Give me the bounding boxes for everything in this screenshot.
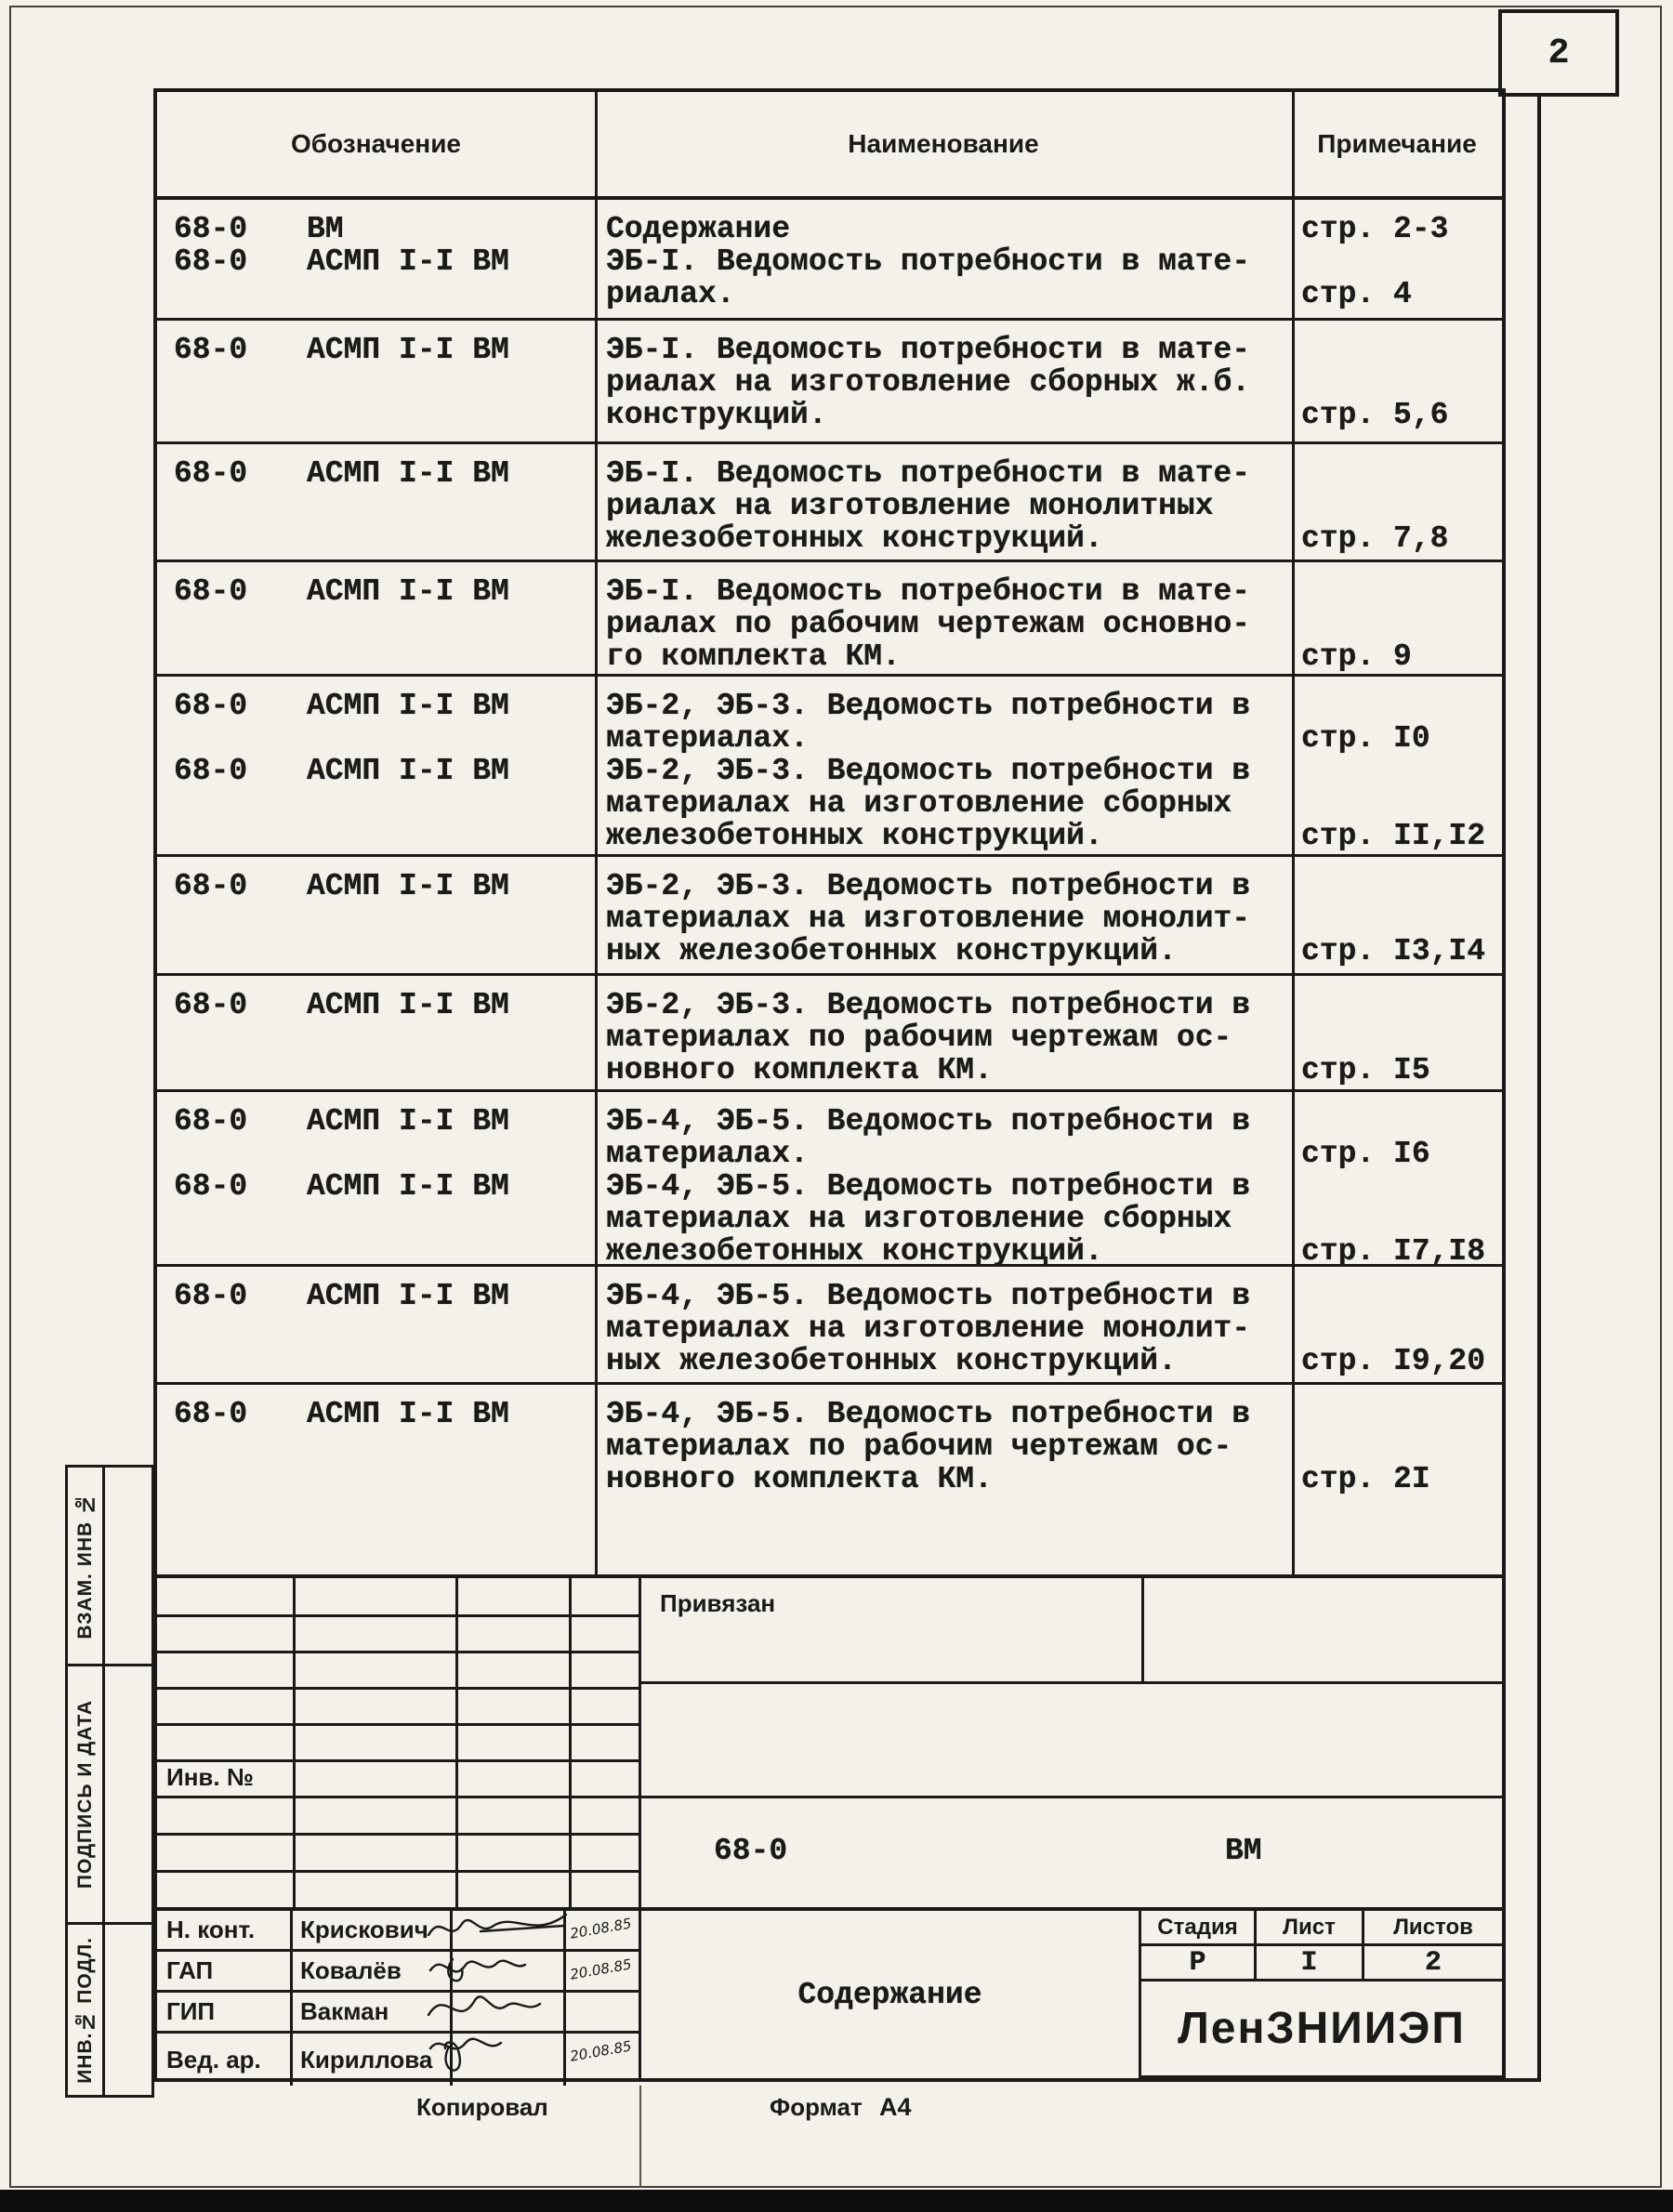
document-title: Содержание: [797, 1977, 982, 2012]
note-page: стр. I3,I4: [1301, 934, 1486, 968]
name-line: материалах на изготовление монолит-: [606, 1311, 1251, 1346]
signature-date: 20.08.85: [568, 1955, 633, 1983]
binding-box: [641, 1578, 1506, 1684]
note-page: стр. 5,6: [1301, 398, 1449, 432]
signer-role: Н. конт.: [157, 1911, 293, 1949]
designation-cell: [157, 213, 595, 245]
copied-by-label: Копировал: [416, 2093, 548, 2121]
note-page: стр. 2I: [1301, 1462, 1430, 1496]
note-page: стр. I9,20: [1301, 1344, 1486, 1378]
grid-line: [157, 1651, 639, 1653]
toc-entry: [157, 213, 1502, 245]
designation-cell: [157, 1398, 595, 1495]
designation-code: 68-0: [174, 212, 248, 246]
margin-stamp-label: ИНВ.№ ПОДЛ.: [73, 1936, 96, 2084]
name-line: ЭБ-I. Ведомость потребности в мате-: [606, 574, 1251, 609]
signature-date: 20.08.85: [568, 1915, 633, 1942]
note-cell: [1292, 1398, 1502, 1495]
grid-line: [157, 1796, 639, 1798]
designation-doc: АСМП I-I ВМ: [307, 244, 509, 279]
grid-line: [293, 1578, 296, 1907]
name-line: ЭБ-4, ЭБ-5. Ведомость потребности в: [606, 1279, 1251, 1313]
designation-cell: [157, 457, 595, 555]
designation-doc: АСМП I-I ВМ: [307, 869, 509, 903]
designation-doc: АСМП I-I ВМ: [307, 1397, 509, 1431]
name-cell: [595, 870, 1292, 968]
designation-code: 68-0: [174, 456, 248, 491]
frame-right-line: [1537, 97, 1541, 2082]
toc-entry: [157, 1170, 1502, 1268]
note-cell: [1292, 213, 1502, 245]
stage-value: Р: [1141, 1946, 1257, 1982]
note-page: стр. II,I2: [1301, 819, 1486, 853]
document-code: 68-0: [714, 1834, 788, 1868]
toc-row: [157, 677, 1502, 857]
designation-cell: [157, 690, 595, 755]
toc-row: [157, 1267, 1502, 1385]
designation-doc: АСМП I-I ВМ: [307, 1104, 509, 1139]
designation-doc: АСМП I-I ВМ: [307, 988, 509, 1022]
toc-entry: [157, 575, 1502, 673]
name-cell: [595, 1105, 1292, 1170]
name-line: материалах на изготовление сборных: [606, 1202, 1232, 1236]
designation-cell: [157, 1170, 595, 1268]
name-line: новного комплекта КМ.: [606, 1053, 993, 1087]
name-line: ЭБ-2, ЭБ-3. Ведомость потребности в: [606, 689, 1251, 723]
note-cell: [1292, 989, 1502, 1086]
designation-doc: АСМП I-I ВМ: [307, 689, 509, 723]
name-line: материалах по рабочим чертежам ос-: [606, 1429, 1232, 1464]
designation-cell: [157, 870, 595, 968]
designation-doc: АСМП I-I ВМ: [307, 1169, 509, 1204]
signer-role: ГАП: [157, 1952, 293, 1990]
note-cell: [1292, 870, 1502, 968]
toc-row: [157, 200, 1502, 321]
designation-code: 68-0: [174, 333, 248, 367]
margin-stamp-label-cell: [68, 1468, 105, 1664]
designation-cell: [157, 245, 595, 310]
column-divider: [1292, 92, 1295, 1574]
signer-signature-cell: [453, 1993, 566, 2031]
designation-code: 68-0: [174, 754, 248, 788]
signer-name: Вакман: [293, 1993, 453, 2031]
name-line: железобетонных конструкций.: [606, 521, 1103, 556]
margin-stamp: [65, 1465, 154, 2098]
note-page: стр. 9: [1301, 639, 1412, 674]
document-title-cell: [641, 1911, 1141, 2078]
designation-doc: АСМП I-I ВМ: [307, 754, 509, 788]
designation-cell: [157, 989, 595, 1086]
stage-label: Стадия: [1141, 1911, 1257, 1946]
signer-row: [157, 2034, 639, 2086]
document-code-suffix: ВМ: [1225, 1834, 1262, 1868]
signer-signature-cell: [453, 2034, 566, 2086]
binding-label: Привязан: [660, 1589, 776, 1617]
grid-line: [157, 1833, 639, 1836]
note-page: стр. 2-3: [1301, 212, 1449, 246]
toc-row: [157, 857, 1502, 976]
toc-entry: [157, 1105, 1502, 1170]
note-page: стр. I5: [1301, 1053, 1430, 1087]
header-note: Примечание: [1317, 129, 1477, 158]
margin-stamp-label: ВЗАМ. ИНВ №: [73, 1492, 96, 1639]
note-cell: [1292, 690, 1502, 755]
margin-stamp-row: [68, 1666, 151, 1925]
name-line: риалах на изготовление сборных ж.б.: [606, 365, 1251, 400]
name-line: новного комплекта КМ.: [606, 1462, 993, 1496]
toc-entry: [157, 457, 1502, 555]
toc-entry: [157, 1398, 1502, 1495]
designation-doc: ВМ: [307, 212, 344, 246]
name-line: материалах на изготовление сборных: [606, 786, 1232, 821]
name-cell: [595, 213, 1292, 245]
signer-row: [157, 1952, 639, 1993]
name-line: материалах.: [606, 721, 809, 756]
empty-cell: [641, 1684, 1506, 1798]
toc-row: [157, 1092, 1502, 1267]
note-cell: [1292, 457, 1502, 555]
grid-line: [157, 1614, 639, 1617]
sheet-label: Лист: [1257, 1911, 1364, 1946]
note-page: стр. 7,8: [1301, 521, 1449, 556]
name-line: ных железобетонных конструкций.: [606, 1344, 1177, 1378]
header-name: Наименование: [848, 129, 1039, 158]
toc-row: [157, 444, 1502, 562]
grid-line: [569, 1578, 572, 1907]
name-line: риалах на изготовление монолитных: [606, 489, 1214, 523]
margin-stamp-label: ПОДПИСЬ И ДАТА: [73, 1699, 96, 1889]
name-line: го комплекта КМ.: [606, 639, 901, 674]
toc-row: [157, 321, 1502, 444]
note-cell: [1292, 1170, 1502, 1268]
toc-entry: [157, 989, 1502, 1086]
grid-line: [157, 1723, 639, 1726]
name-line: конструкций.: [606, 398, 827, 432]
name-cell: [595, 755, 1292, 852]
name-line: Содержание: [606, 212, 791, 246]
format-value: А4: [879, 2093, 912, 2121]
designation-code: 68-0: [174, 1104, 248, 1139]
toc-entry: [157, 245, 1502, 310]
note-page: стр. I0: [1301, 721, 1430, 756]
name-line: железобетонных конструкций.: [606, 1234, 1103, 1269]
signer-signature-cell: [453, 1911, 566, 1949]
designation-cell: [157, 1280, 595, 1377]
toc-entry: [157, 1280, 1502, 1377]
cell-divider: [1141, 1578, 1144, 1681]
signer-name: Крискович: [293, 1911, 453, 1949]
designation-code: 68-0: [174, 244, 248, 279]
signer-row: [157, 1911, 639, 1952]
stamp-right-grid: [1141, 1911, 1502, 2078]
note-cell: [1292, 334, 1502, 431]
name-line: риалах.: [606, 277, 735, 311]
signature-date: 20.08.85: [568, 2037, 633, 2065]
name-line: ЭБ-4, ЭБ-5. Ведомость потребности в: [606, 1169, 1251, 1204]
signer-signature-cell: [453, 1952, 566, 1990]
note-cell: [1292, 245, 1502, 310]
note-cell: [1292, 1105, 1502, 1170]
signer-role: ГИП: [157, 1993, 293, 2031]
inventory-number-label: Инв. №: [166, 1763, 254, 1791]
column-divider: [595, 92, 598, 1574]
page-number: 2: [1548, 33, 1570, 73]
sheets-label: Листов: [1364, 1911, 1502, 1946]
designation-code: 68-0: [174, 1169, 248, 1204]
name-cell: [595, 1398, 1292, 1495]
toc-entry: [157, 690, 1502, 755]
designation-code: 68-0: [174, 689, 248, 723]
document-designation-row: [641, 1798, 1506, 1907]
name-line: материалах.: [606, 1137, 809, 1171]
header-designation: Обозначение: [290, 129, 462, 158]
scan-edge-strip: [0, 2190, 1673, 2212]
sheets-value: 2: [1364, 1946, 1502, 1982]
toc-row: [157, 562, 1502, 677]
contents-table-header: [157, 92, 1502, 200]
name-line: ЭБ-4, ЭБ-5. Ведомость потребности в: [606, 1104, 1251, 1139]
name-line: риалах по рабочим чертежам основно-: [606, 607, 1251, 641]
name-line: ЭБ-I. Ведомость потребности в мате-: [606, 456, 1251, 491]
note-cell: [1292, 755, 1502, 852]
toc-entry: [157, 870, 1502, 968]
margin-stamp-label-cell: [68, 1666, 105, 1922]
note-page: стр. I6: [1301, 1137, 1430, 1171]
name-cell: [595, 1280, 1292, 1377]
toc-entry: [157, 334, 1502, 431]
toc-entry: [157, 755, 1502, 852]
designation-doc: АСМП I-I ВМ: [307, 574, 509, 609]
designation-cell: [157, 755, 595, 852]
name-line: железобетонных конструкций.: [606, 819, 1103, 853]
name-cell: [595, 334, 1292, 431]
organization-name: ЛенЗНИИЭП: [1141, 1982, 1502, 2078]
name-cell: [595, 575, 1292, 673]
name-line: ЭБ-I. Ведомость потребности в мате-: [606, 244, 1251, 279]
designation-cell: [157, 334, 595, 431]
grid-line: [157, 1687, 639, 1690]
designation-code: 68-0: [174, 988, 248, 1022]
designation-code: 68-0: [174, 574, 248, 609]
grid-line: [157, 1759, 639, 1762]
designation-cell: [157, 1105, 595, 1170]
name-cell: [595, 1170, 1292, 1268]
margin-stamp-row: [68, 1925, 151, 2095]
designation-doc: АСМП I-I ВМ: [307, 456, 509, 491]
note-cell: [1292, 1280, 1502, 1377]
page-number-box: [1498, 9, 1619, 97]
name-line: материалах на изготовление монолит-: [606, 902, 1251, 936]
name-cell: [595, 245, 1292, 310]
name-cell: [595, 989, 1292, 1086]
name-cell: [595, 690, 1292, 755]
note-page: стр. I7,I8: [1301, 1234, 1486, 1269]
frame-bottom-line: [1506, 2078, 1541, 2082]
signer-row: [157, 1993, 639, 2034]
name-line: материалах по рабочим чертежам ос-: [606, 1020, 1232, 1055]
margin-stamp-row: [68, 1468, 151, 1666]
registration-grid: [153, 1578, 641, 1907]
grid-line: [455, 1578, 458, 1907]
signer-name: Кириллова: [293, 2034, 453, 2086]
name-cell: [595, 457, 1292, 555]
margin-stamp-label-cell: [68, 1925, 105, 2095]
designation-code: 68-0: [174, 869, 248, 903]
sheet-value: I: [1257, 1946, 1364, 1982]
signer-role: Вед. ар.: [157, 2034, 293, 2086]
name-line: ЭБ-4, ЭБ-5. Ведомость потребности в: [606, 1397, 1251, 1431]
grid-line: [157, 1870, 639, 1873]
designation-doc: АСМП I-I ВМ: [307, 333, 509, 367]
designation-doc: АСМП I-I ВМ: [307, 1279, 509, 1313]
contents-table-body: [157, 200, 1502, 1574]
toc-row: [157, 1385, 1502, 1574]
signer-date-cell: [566, 1993, 639, 2031]
name-line: ных железобетонных конструкций.: [606, 934, 1177, 968]
title-block: [153, 1907, 1506, 2082]
name-line: ЭБ-2, ЭБ-3. Ведомость потребности в: [606, 988, 1251, 1022]
note-cell: [1292, 575, 1502, 673]
note-page: стр. 4: [1301, 277, 1412, 311]
designation-cell: [157, 575, 595, 673]
signers-grid: [157, 1911, 641, 2078]
designation-code: 68-0: [174, 1397, 248, 1431]
name-line: ЭБ-2, ЭБ-3. Ведомость потребности в: [606, 869, 1251, 903]
contents-table: [153, 88, 1506, 1578]
signer-name: Ковалёв: [293, 1952, 453, 1990]
footer-divider: [639, 2086, 641, 2188]
name-line: ЭБ-2, ЭБ-3. Ведомость потребности в: [606, 754, 1251, 788]
format-label: Формат: [770, 2093, 863, 2121]
toc-row: [157, 976, 1502, 1092]
name-line: ЭБ-I. Ведомость потребности в мате-: [606, 333, 1251, 367]
designation-code: 68-0: [174, 1279, 248, 1313]
